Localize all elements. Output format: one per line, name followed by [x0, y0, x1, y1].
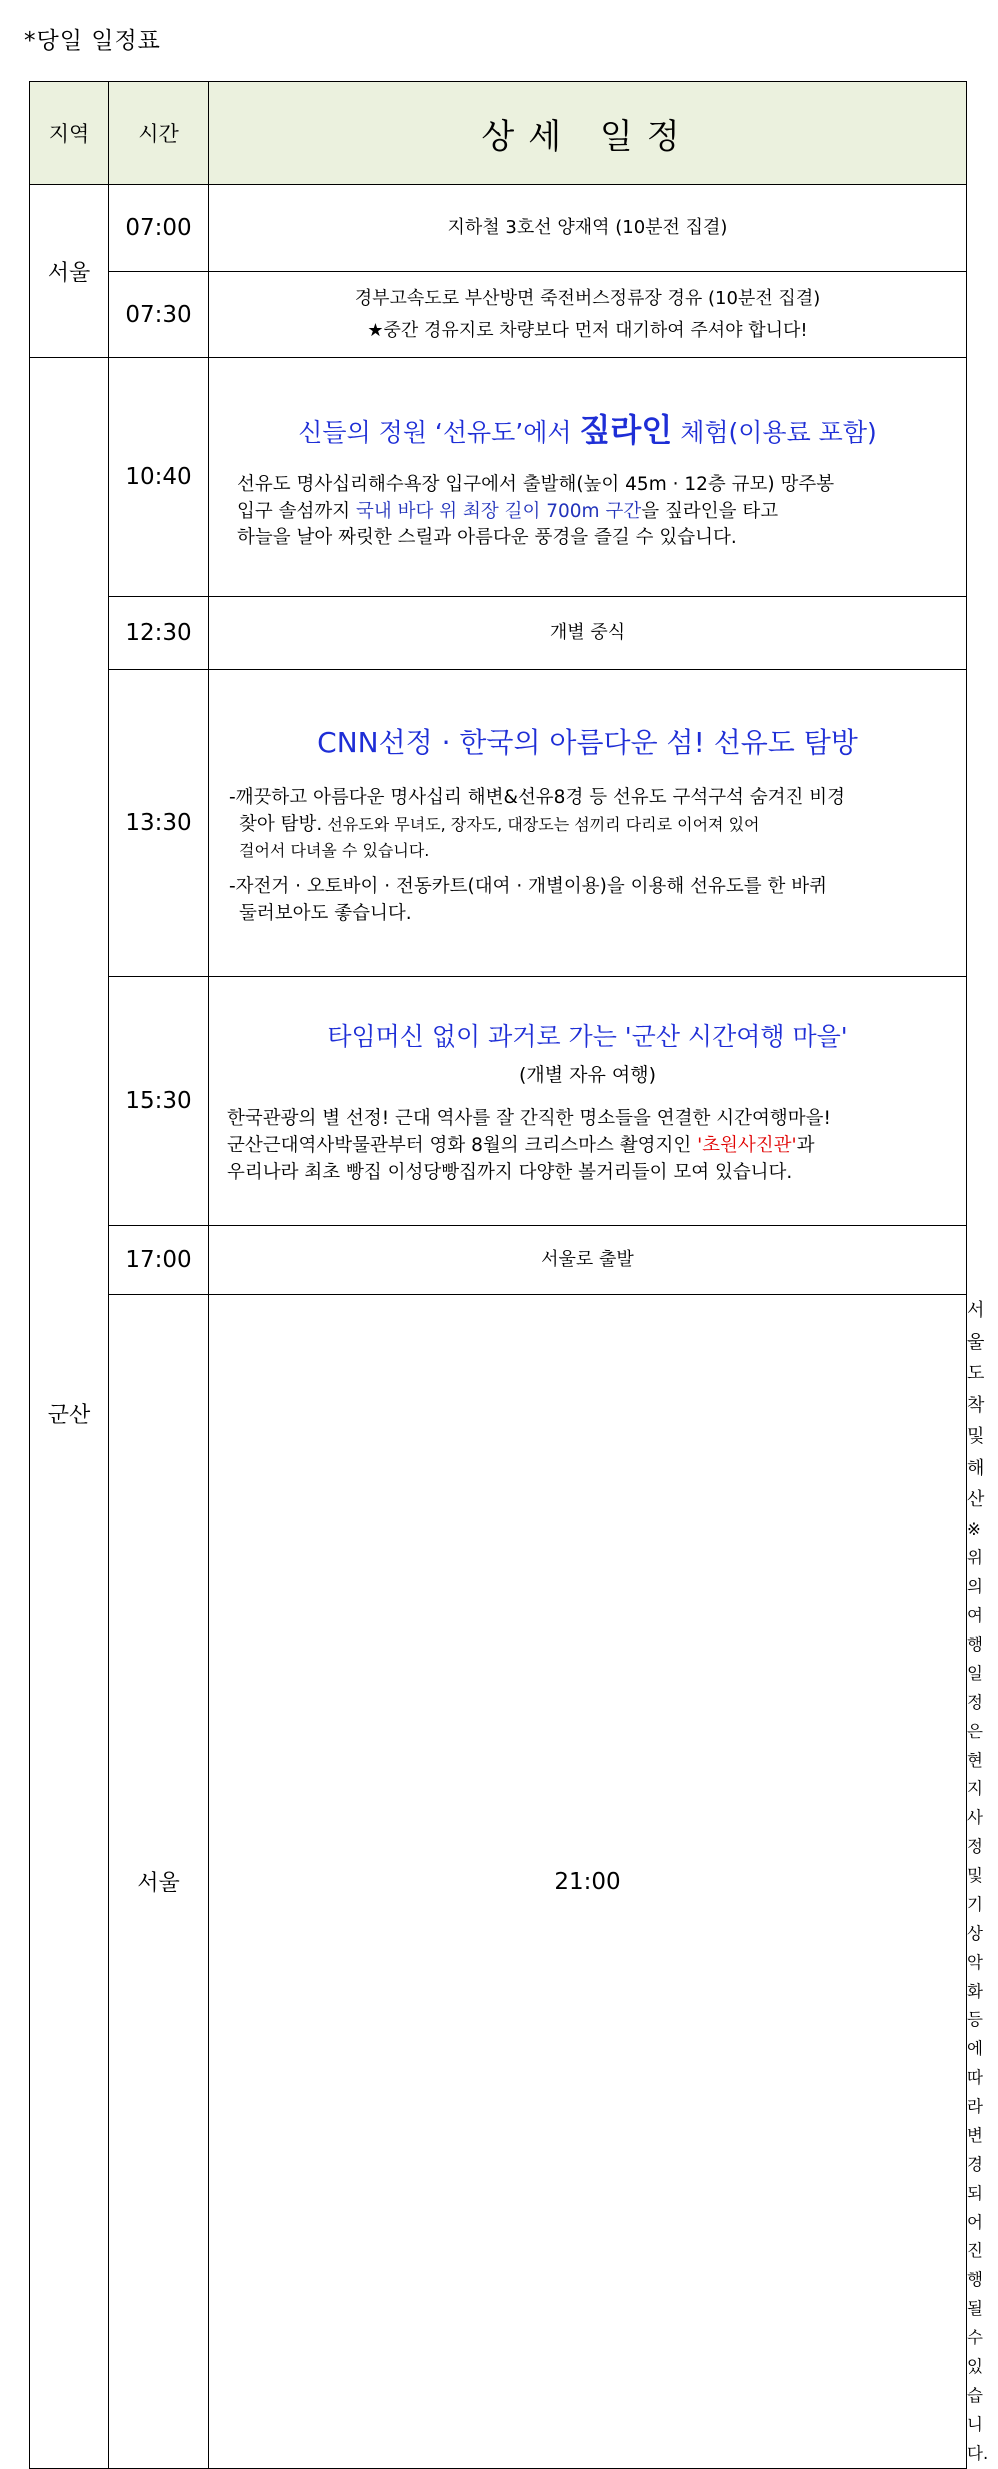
detail-cell [209, 1226, 967, 1295]
table-row [30, 670, 967, 977]
activity-description [209, 785, 966, 927]
time-cell: 07:00 [109, 185, 209, 272]
table-row [30, 272, 967, 358]
detail-text: 개별 중식 [549, 622, 626, 644]
heading-text: 신들의 정원 ‘선유도’에서 [298, 417, 580, 447]
activity-heading: 타임머신 없이 과거로 가는 '군산 시간여행 마을' [327, 1022, 848, 1052]
region-cell: 서울 [30, 185, 109, 358]
header-detail: 상세 일정 [209, 82, 967, 185]
detail-cell [209, 977, 967, 1226]
description-text: 찾아 탐방. [239, 814, 323, 836]
activity-heading: CNN선정 · 한국의 아름다운 섬! 선유도 탐방 [317, 726, 858, 760]
table-row: 서울 21:00 서울 도착 및 해산 ※위의 여행일정은 현지사정 및 기상악화 등에 따라 변경되어 진행될 수 있습니다. [30, 1295, 967, 2469]
detail-text: 지하철 3호선 양재역 (10분전 집결) [447, 217, 728, 239]
description-highlight: 국내 바다 위 최장 길이 700m 구간 [356, 500, 642, 522]
time-cell: 10:40 [109, 358, 209, 597]
description-line: -깨끗하고 아름다운 명사십리 해변&선유8경 등 선유도 구석구석 숨겨진 비경 [229, 787, 846, 809]
description-text: 선유도와 무녀도, 장자도, 대장도는 섬끼리 다리로 이어져 있어 [322, 815, 760, 835]
description-line: 둘러보아도 좋습니다. [239, 902, 412, 924]
table-row [30, 1226, 967, 1295]
description-text: 입구 솔섬까지 [237, 500, 356, 522]
time-cell: 17:00 [109, 1226, 209, 1295]
activity-description [209, 472, 966, 552]
description-text: 을 짚라인을 타고 [641, 500, 779, 522]
activity-description [209, 1106, 966, 1186]
activity-heading [209, 402, 966, 458]
time-cell: 07:30 [109, 272, 209, 358]
description-text: 과 [796, 1135, 815, 1157]
detail-cell [209, 185, 967, 272]
description-line [229, 812, 966, 839]
table-row [30, 185, 967, 272]
heading-text: 체험(이용료 포함) [672, 417, 877, 447]
detail-text: 경부고속도로 부산방면 죽전버스정류장 경유 (10분전 집결) [354, 288, 821, 309]
description-line [227, 1133, 966, 1160]
table-row [30, 358, 967, 597]
detail-note: ★중간 경유지로 차량보다 먼저 대기하여 주셔야 합니다! [367, 319, 808, 341]
detail-text: 서울로 출발 [541, 1249, 634, 1271]
header-time: 시간 [109, 82, 209, 185]
description-highlight: '초원사진관' [697, 1135, 797, 1157]
time-cell: 21:00 [209, 1295, 967, 2469]
detail-cell [209, 597, 967, 670]
description-line [237, 499, 966, 526]
description-line: 선유도 명사십리해수욕장 입구에서 출발해(높이 45m · 12층 규모) 망주봉 [237, 473, 835, 495]
region-cell: 군산 [30, 358, 109, 2469]
heading-emphasis: 짚라인 [579, 410, 673, 449]
detail-cell [209, 272, 967, 358]
description-line: 한국관광의 별 선정! 근대 역사를 잘 간직한 명소들을 연결한 시간여행마을! [227, 1108, 831, 1130]
table-row [30, 597, 967, 670]
detail-cell [209, 358, 967, 597]
header-region: 지역 [30, 82, 109, 185]
time-cell: 15:30 [109, 977, 209, 1226]
region-cell: 서울 [109, 1295, 209, 2469]
description-text: 군산근대역사박물관부터 영화 8월의 크리스마스 촬영지인 [227, 1135, 698, 1157]
time-cell: 13:30 [109, 670, 209, 977]
description-line: 걸어서 다녀올 수 있습니다. [239, 840, 430, 860]
table-header-row [30, 82, 967, 185]
description-line: -자전거 · 오토바이 · 전동카트(대여 · 개별이용)을 이용해 선유도를 한 바퀴 [229, 876, 827, 898]
schedule-table [29, 81, 989, 2469]
activity-subheading: (개별 자유 여행) [518, 1064, 657, 1087]
description-line: 하늘을 날아 짜릿한 스릴과 아름다운 풍경을 즐길 수 있습니다. [237, 527, 737, 549]
time-cell: 12:30 [109, 597, 209, 670]
table-row [30, 977, 967, 1226]
detail-cell [209, 670, 967, 977]
description-line: 우리나라 최초 빵집 이성당빵집까지 다양한 볼거리들이 모여 있습니다. [227, 1161, 793, 1183]
page-title: *당일 일정표 [24, 28, 161, 54]
